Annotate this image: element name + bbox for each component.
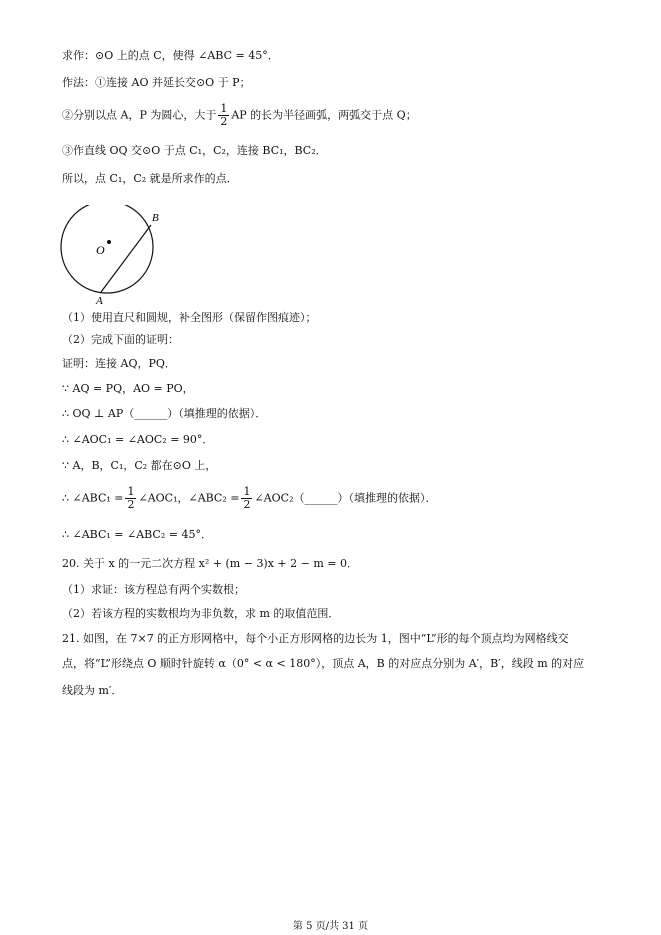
label-b: B (152, 212, 159, 224)
circle-o (61, 205, 153, 293)
proof-line-6-b: ∠AOC₁，∠ABC₂ = (138, 491, 240, 505)
problem-20-part-2: （2）若该方程的实数根均为非负数，求 m 的取值范围． (62, 607, 340, 620)
fraction-half-1 (125, 486, 136, 511)
label-a: A (96, 295, 103, 307)
problem-21-line-2: 点，将“L”形绕点 O 顺时针旋转 α（0° < α < 180°），顶点 A，B 的对应点分别为 A′，B′，线段 m 的对应 (62, 657, 585, 670)
method-step-1: 作法：①连接 AO 并延长交⊙O 于 P； (62, 76, 251, 89)
problem-21-line-1: 21. 如图，在 7×7 的正方形网格中，每个小正方形网格的边长为 1，图中“L”形的每个顶点均为网格线交 (62, 632, 569, 645)
fraction-half (218, 103, 229, 128)
proof-line-3 (62, 406, 266, 422)
question-2: （2）完成下面的证明： (62, 333, 179, 346)
proof-line-3-b: ）（填推理的依据）． (167, 407, 267, 420)
page-footer: 第 5 页/共 31 页 (292, 921, 369, 932)
center-point (107, 240, 111, 244)
fraction-numerator: 1 (243, 485, 251, 498)
conclusion-line: 所以，点 C₁，C₂ 就是所求作的点． (62, 172, 238, 185)
proof-line-6-a: ∴ ∠ABC₁ = (62, 491, 124, 505)
label-o: O (96, 243, 105, 257)
proof-line-6-c: ∠AOC₂（ (254, 491, 305, 505)
proof-line-1: 证明：连接 AQ，PQ． (62, 357, 176, 370)
proof-line-6 (62, 486, 437, 511)
problem-20: 20. 关于 x 的一元二次方程 x² + (m − 3)x + 2 − m = 0． (62, 557, 358, 570)
fraction-numerator: 1 (220, 102, 228, 115)
fraction-half-2 (241, 486, 252, 511)
fill-blank-1: ______ (134, 407, 168, 420)
fill-blank-2: ______ (304, 491, 338, 505)
proof-line-5: ∵ A，B，C₁，C₂ 都在⊙O 上， (62, 459, 217, 472)
step-2-text-b: AP 的长为半径画弧，两弧交于点 Q； (231, 108, 417, 122)
proof-line-6-d: ）（填推理的依据）． (337, 491, 437, 505)
task-statement: 求作：⊙O 上的点 C，使得 ∠ABC = 45°． (62, 49, 279, 62)
question-1: （1）使用直尺和圆规，补全图形（保留作图痕迹）； (62, 311, 317, 324)
fraction-denominator: 2 (127, 498, 135, 511)
proof-line-7: ∴ ∠ABC₁ = ∠ABC₂ = 45°． (62, 528, 212, 541)
fraction-denominator: 2 (220, 115, 228, 128)
circle-figure (58, 205, 168, 307)
chord-ab (101, 225, 151, 292)
proof-line-2: ∵ AQ = PQ，AO = PO， (62, 382, 194, 395)
problem-20-part-1: （1）求证：该方程总有两个实数根； (62, 583, 245, 596)
step-2-text-a: ②分别以点 A，P 为圆心，大于 (62, 108, 217, 122)
proof-line-3-a: ∴ OQ ⊥ AP（ (62, 407, 135, 420)
fraction-numerator: 1 (127, 485, 135, 498)
proof-line-4: ∴ ∠AOC₁ = ∠AOC₂ = 90°． (62, 433, 214, 446)
problem-21-line-3: 线段为 m′． (62, 684, 123, 697)
method-step-3: ③作直线 OQ 交⊙O 于点 C₁，C₂，连接 BC₁，BC₂． (62, 144, 327, 157)
fraction-denominator: 2 (243, 498, 251, 511)
method-step-2 (62, 103, 417, 128)
